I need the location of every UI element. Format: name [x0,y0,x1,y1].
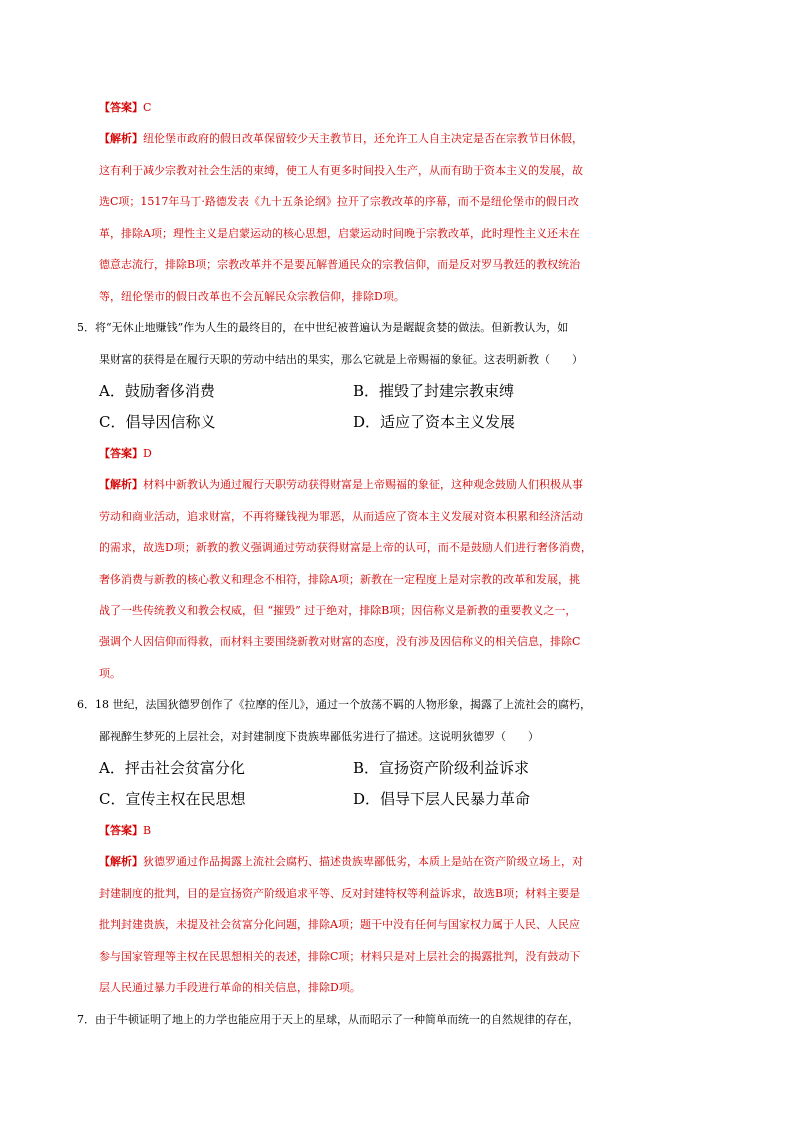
q5-number: 5． [77,321,95,334]
q6-option-c: C．宣传主权在民思想 [99,790,246,808]
q6-answer-tag: 【答案】 [99,824,143,837]
q5-analysis-line-2: 劳动和商业活动，追求财富，不再将赚钱视为罪恶，从而适应了资本主义发展对资本积累和经济活动 [99,510,583,523]
q6-stem-line-1 [0,695,800,715]
q4-analysis-line-5: 德意志流行，排除B项；宗教改革并不是要瓦解普通民众的宗教信仰，而是反对罗马教廷的教权统治 [99,258,581,271]
q4-answer: C [143,101,152,114]
q4-analysis-line-3: 选C项；1517年马丁·路德发表《九十五条论纲》拉开了宗教改革的序幕，而不是纽伦堡市的假日改 [99,195,579,208]
q4-analysis-tag: 【解析】 [99,132,143,145]
q5-answer-tag: 【答案】 [99,447,143,460]
q6-number: 6． [77,698,95,711]
q6-stem-line-2: 鄙视醉生梦死的上层社会，对封建制度下贵族卑鄙低劣进行了描述。这说明狄德罗（ ） [99,730,539,743]
q7-stem-text: 由于牛顿证明了地上的力学也能应用于天上的星球，从而昭示了一种简单而统一的自然规律的存在， [95,1013,579,1026]
q5-option-b: B．摧毁了封建宗教束缚 [353,382,515,400]
q5-analysis-line-4: 奢侈消费与新教的核心教义和理念不相符，排除A项；新教在一定程度上是对宗教的改革和发展，挑 [99,573,580,586]
q4-analysis-line-6: 等，纽伦堡市的假日改革也不会瓦解民众宗教信仰，排除D项。 [99,290,405,303]
q6-option-d: D．倡导下层人民暴力革命 [353,790,531,808]
q4-analysis-line-4: 革，排除A项；理性主义是启蒙运动的核心思想，启蒙运动时间晚于宗教改革，此时理性主义还未在 [99,227,580,240]
q6-answer-line [0,821,800,841]
q7-stem-line-1 [0,1010,800,1030]
q5-stem-line-2: 果财富的获得是在履行天职的劳动中结出的果实，那么它就是上帝赐福的象征。这表明新教（ ） [99,353,583,366]
q5-answer-line [0,444,800,464]
q6-analysis-line-1 [0,852,800,872]
q6-analysis-line-2: 封建制度的批判，目的是宣扬资产阶级追求平等、反对封建特权等利益诉求，故选B项；材料主要是 [99,887,581,900]
q5-analysis-text: 材料中新教认为通过履行天职劳动获得财富是上帝赐福的象征，这种观念鼓励人们积极从事 [143,478,583,491]
q5-option-c: C．倡导因信称义 [99,413,216,431]
q5-option-d: D．适应了资本主义发展 [353,413,516,431]
q4-analysis-line-1 [0,129,800,149]
q6-option-b: B．宣扬资产阶级利益诉求 [353,759,530,777]
q5-answer: D [143,447,152,460]
q5-analysis-line-7: 项。 [99,667,121,680]
q6-answer: B [143,824,152,837]
q6-option-a: A．抨击社会贫富分化 [99,759,245,777]
q5-stem-text: 将“无休止地赚钱”作为人生的最终目的，在中世纪被普遍认为是龌龊贪婪的做法。但新教认为，如 [95,321,569,334]
q5-analysis-line-1 [0,475,800,495]
q6-stem-text: 18 世纪，法国狄德罗创作了《拉摩的侄儿》，通过一个放荡不羁的人物形象，揭露了上流社会的腐朽， [95,698,591,711]
q4-analysis-line-2: 这有利于减少宗教对社会生活的束缚，使工人有更多时间投入生产，从而有助于资本主义的发展，故 [99,164,583,177]
q5-analysis-tag: 【解析】 [99,478,143,491]
q5-analysis-line-6: 强调个人因信仰而得救，而材料主要围绕新教对财富的态度，没有涉及因信称义的相关信息，排除C [99,635,581,648]
q4-answer-line [0,98,800,118]
q5-analysis-line-5: 战了一些传统教义和教会权威，但 “摧毁” 过于绝对，排除B项；因信称义是新教的重要教义之一， [99,604,577,617]
q5-option-a: A．鼓励奢侈消费 [99,382,215,400]
q5-stem-line-1 [0,318,800,338]
q5-analysis-line-3: 的需求，故选D项；新教的教义强调通过劳动获得财富是上帝的认可，而不是鼓励人们进行奢侈消费， [99,541,592,554]
q6-analysis-line-4: 参与国家管理等主权在民思想相关的表述，排除C项；材料只是对上层社会的揭露批判，没有鼓动下 [99,950,581,963]
q4-analysis-text: 纽伦堡市政府的假日改革保留较少天主教节日，还允许工人自主决定是否在宗教节日休假， [143,132,583,145]
q6-analysis-line-3: 批判封建贵族，未提及社会贫富分化问题，排除A项；题干中没有任何与国家权力属于人民、人民应 [99,918,580,931]
q6-analysis-line-5: 层人民通过暴力手段进行革命的相关信息，排除D项。 [99,981,361,994]
q4-answer-tag: 【答案】 [99,101,143,114]
q7-number: 7． [77,1013,95,1026]
q6-analysis-tag: 【解析】 [99,855,143,868]
q6-analysis-text: 狄德罗通过作品揭露上流社会腐朽、描述贵族卑鄙低劣，本质上是站在资产阶级立场上，对 [143,855,583,868]
